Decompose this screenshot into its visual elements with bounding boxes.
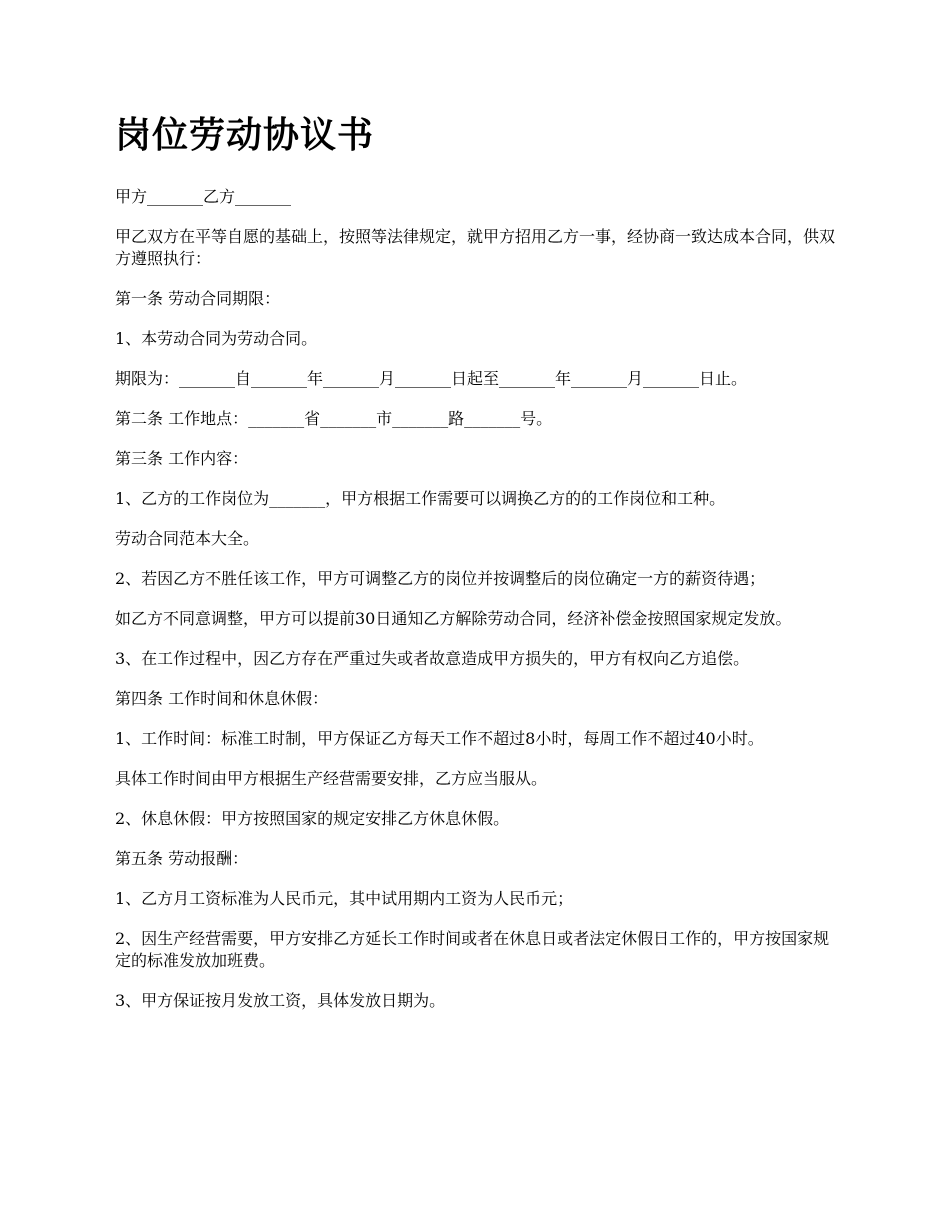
article-1-item-1: 1、本劳动合同为劳动合同。: [115, 329, 318, 348]
article-3-item-2-detail: 如乙方不同意调整，甲方可以提前30日通知乙方解除劳动合同，经济补偿金按照国家规定发放。: [115, 609, 792, 628]
document-title: 岗位劳动协议书: [115, 115, 375, 156]
article-3-item-1: 1、乙方的工作岗位为_______，甲方根据工作需要可以调换乙方的的工作岗位和工种。: [115, 489, 726, 508]
preamble-paragraph: 甲乙双方在平等自愿的基础上，按照等法律规定，就甲方招用乙方一事，经协商一致达成本合同，供双方遵照执行：: [115, 227, 836, 268]
party-line: 甲方_______乙方_______: [115, 187, 292, 206]
article-5-item-3: 3、甲方保证按月发放工资，具体发放日期为。: [115, 991, 446, 1010]
article-4-item-1: 1、工作时间：标准工时制，甲方保证乙方每天工作不超过8小时，每周工作不超过40小时。: [115, 729, 764, 748]
article-2-heading: 第二条 工作地点：_______省_______市_______路_______号。: [115, 409, 553, 428]
article-4-item-2: 2、休息休假：甲方按照国家的规定安排乙方休息休假。: [115, 809, 510, 828]
article-3-item-2: 2、若因乙方不胜任该工作，甲方可调整乙方的岗位并按调整后的岗位确定一方的薪资待遇；: [115, 569, 766, 588]
article-3-item-3: 3、在工作过程中，因乙方存在严重过失或者故意造成甲方损失的，甲方有权向乙方追偿。: [115, 649, 750, 668]
article-5-item-2: 2、因生产经营需要，甲方安排乙方延长工作时间或者在休息日或者法定休假日工作的，甲方按国家规定的标准发放加班费。: [115, 929, 830, 970]
article-4-heading: 第四条 工作时间和休息休假：: [115, 689, 329, 708]
contract-term-line: 期限为：_______自_______年_______月_______日起至_______年_______月_______日止。: [115, 369, 748, 388]
article-5-item-1: 1、乙方月工资标准为人民币元，其中试用期内工资为人民币元；: [115, 889, 574, 908]
article-4-item-1-detail: 具体工作时间由甲方根据生产经营需要安排，乙方应当服从。: [115, 769, 548, 788]
article-1-heading: 第一条 劳动合同期限：: [115, 289, 281, 308]
article-3-heading: 第三条 工作内容：: [115, 449, 249, 468]
article-3-note: 劳动合同范本大全。: [115, 529, 260, 548]
article-5-heading: 第五条 劳动报酬：: [115, 849, 249, 868]
document-page: [115, 108, 845, 1030]
